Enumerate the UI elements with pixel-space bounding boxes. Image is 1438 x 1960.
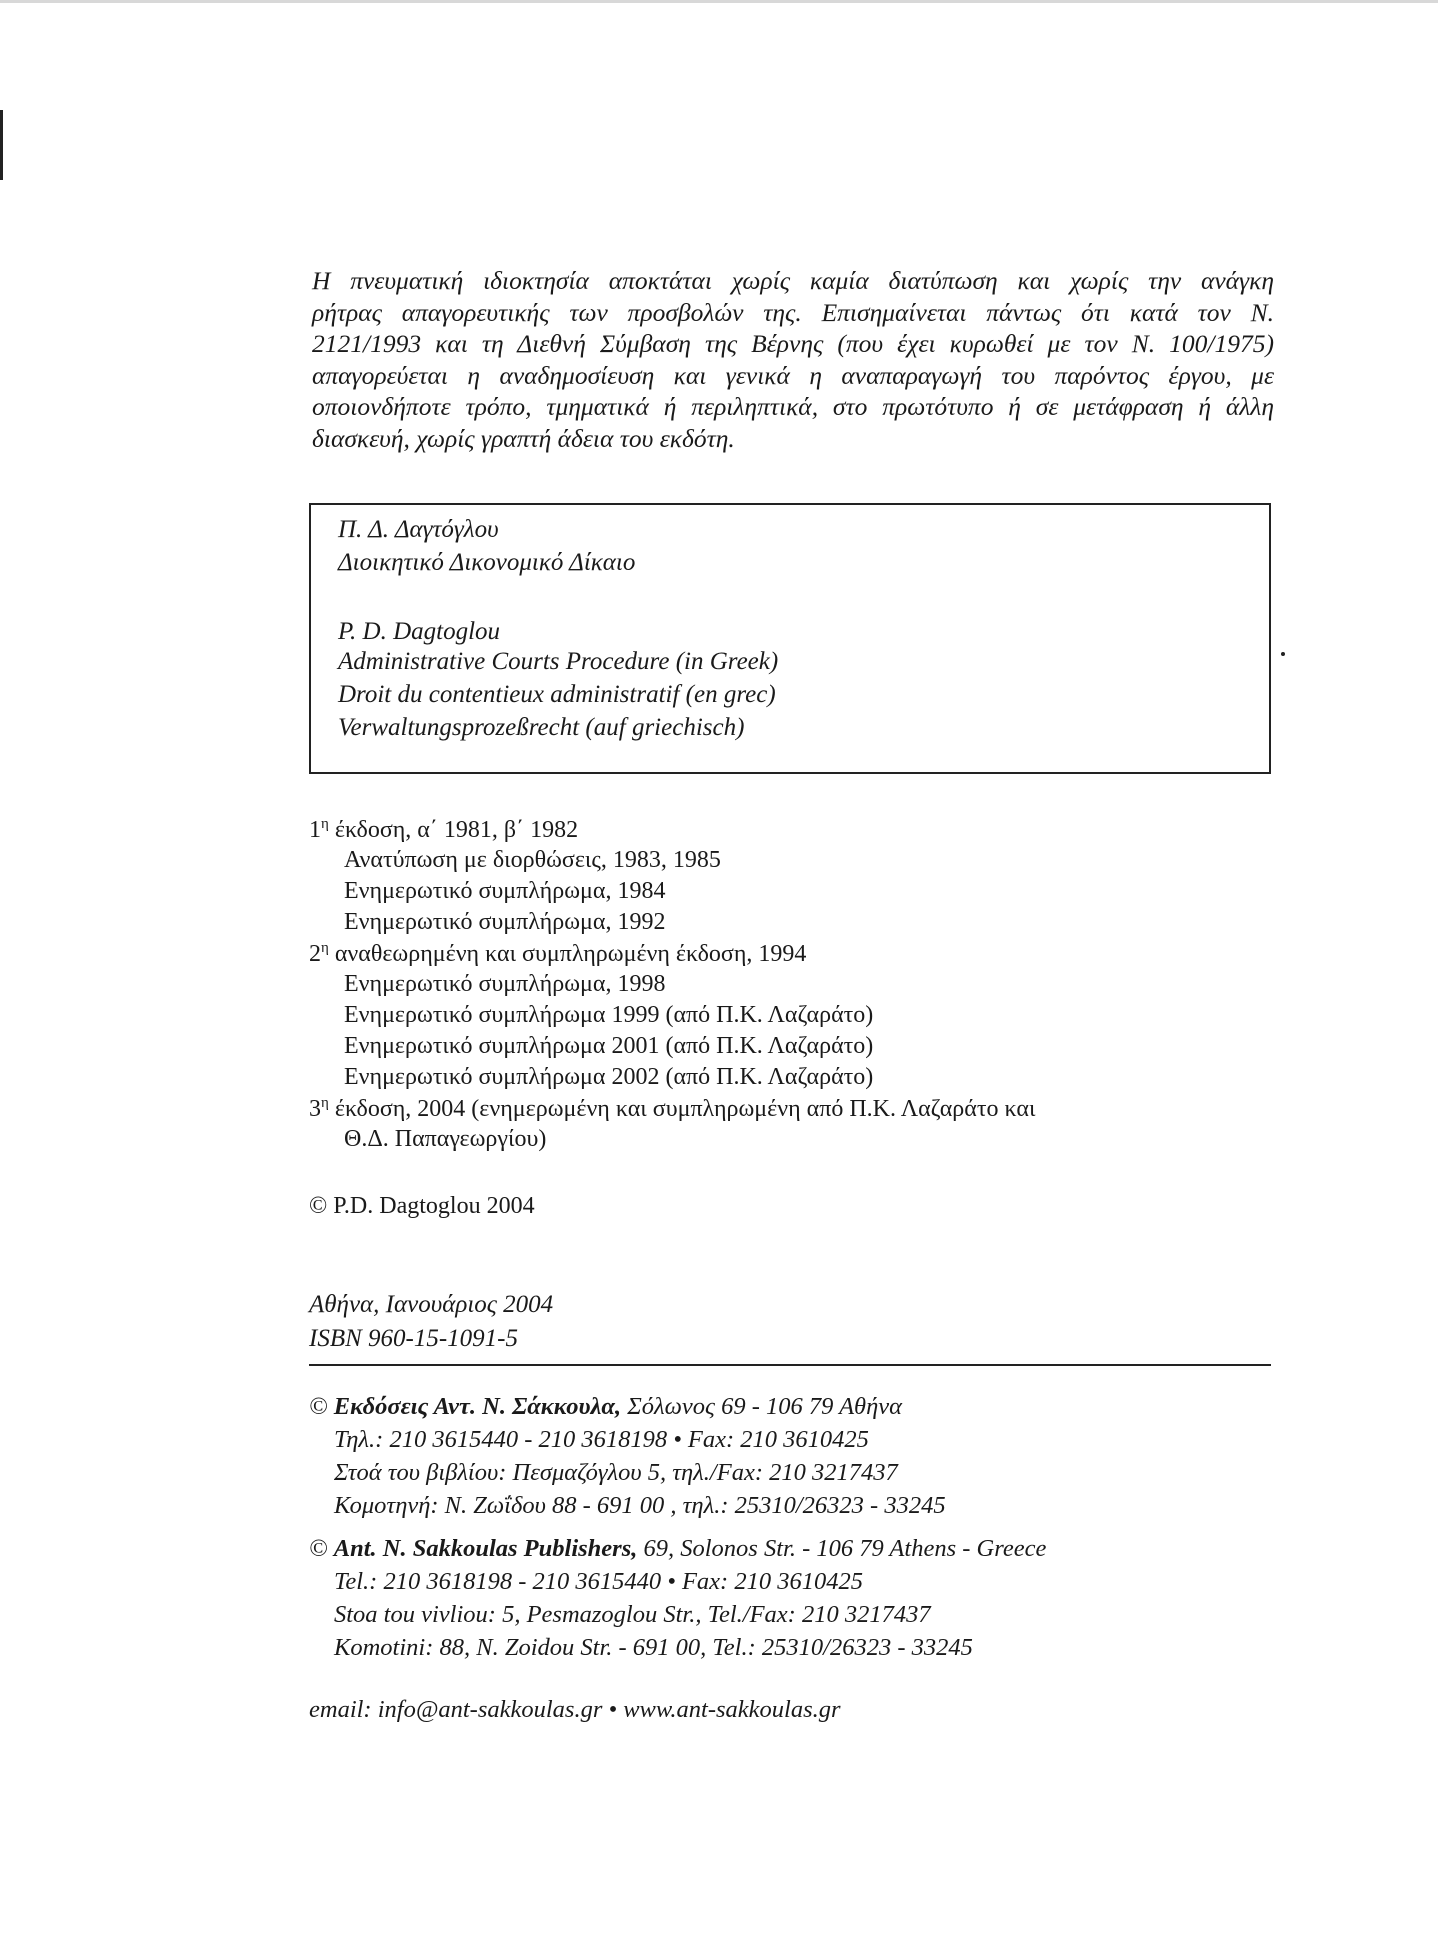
publisher-stoa: Stoa tou vivliou: 5, Pesmazoglou Str., Tel./Fax: 210 3217437 [334, 1601, 931, 1628]
author-english: P. D. Dagtoglou [338, 618, 501, 645]
edition-line: Ενημερωτικό συμπλήρωμα, 1998 [344, 971, 666, 997]
author-greek: Π. Δ. Δαγτόγλου [338, 516, 499, 543]
title-french: Droit du contentieux administratif (en grec) [338, 681, 776, 708]
edition-line: $3^\eta$ έκδοση, 2004 (ενημερωμένη και συμπληρωμένη από Π.Κ. Λαζαράτο και [309, 1095, 1036, 1122]
edition-line: Ενημερωτικό συμπλήρωμα 2001 (από Π.Κ. Λαζαράτο) [344, 1033, 874, 1059]
notice-line: 2121/1993 και τη Διεθνή Σύμβαση της Βέρνης (που έχει κυρωθεί με τον Ν. 100/1975) [312, 329, 1274, 358]
publisher-phone: Τηλ.: 210 3615440 - 210 3618198 • Fax: 210 3610425 [334, 1426, 869, 1453]
edition-line: $2^\eta$ αναθεωρημένη και συμπληρωμένη έκδοση, 1994 [309, 940, 807, 967]
divider-rule [309, 1364, 1271, 1366]
notice-line: απαγορεύεται η αναδημοσίευση και γενικά η αναπαραγωγή του παρόντος έργου, με [312, 360, 1274, 390]
edition-line: Ενημερωτικό συμπλήρωμα, 1984 [344, 878, 666, 904]
title-german: Verwaltungsprozeßrecht (auf griechisch) [338, 714, 745, 741]
isbn: ISBN 960-15-1091-5 [309, 1325, 518, 1352]
author-copyright: © P.D. Dagtoglou 2004 [309, 1193, 535, 1219]
publisher-stoa: Στοά του βιβλίου: Πεσμαζόγλου 5, τηλ./Fax: 210 3217437 [334, 1459, 898, 1486]
notice-line: οποιονδήποτε τρόπο, τμηματικά ή περιληπτικά, στο πρωτότυπο ή σε μετάφραση ή άλλη [312, 392, 1274, 421]
notice-line: διασκευή, χωρίς γραπτή άδεια του εκδότη. [312, 423, 735, 453]
page-top-edge [0, 0, 1438, 3]
title-english: Administrative Courts Procedure (in Greek) [338, 648, 779, 675]
edition-line: Ενημερωτικό συμπλήρωμα 1999 (από Π.Κ. Λαζαράτο) [344, 1002, 874, 1028]
stray-dot [1281, 652, 1285, 656]
publisher-name: Εκδόσεις Αντ. Ν. Σάκκουλα, [333, 1393, 622, 1420]
notice-line: ρήτρας απαγορευτικής των προσβολών της. Επισημαίνεται πάντως ότι κατά τον Ν. [312, 297, 1274, 327]
edition-line: Ενημερωτικό συμπλήρωμα 2002 (από Π.Κ. Λαζαράτο) [344, 1064, 874, 1090]
publisher-komotini: Komotini: 88, N. Zoidou Str. - 691 00, Tel.: 25310/26323 - 33245 [334, 1634, 973, 1661]
publisher-komotini: Κομοτηνή: Ν. Ζωΐδου 88 - 691 00 , τηλ.: 25310/26323 - 33245 [334, 1492, 946, 1519]
page-binding-mark [0, 110, 3, 180]
publisher-name: Ant. N. Sakkoulas Publishers, [333, 1535, 638, 1562]
notice-line: Η πνευματική ιδιοκτησία αποκτάται χωρίς καμία διατύπωση και χωρίς την ανάγκη [312, 266, 1274, 295]
publisher-name-line: © Ant. N. Sakkoulas Publishers, 69, Solonos Str. - 106 79 Athens - Greece [309, 1535, 1047, 1562]
copyright-notice [312, 265, 1274, 454]
edition-line: Ενημερωτικό συμπλήρωμα, 1992 [344, 909, 666, 935]
publisher-name-line: © Εκδόσεις Αντ. Ν. Σάκκουλα, Σόλωνος 69 - 106 79 Αθήνα [309, 1393, 902, 1420]
edition-line: Ανατύπωση με διορθώσεις, 1983, 1985 [344, 847, 721, 873]
edition-line: Θ.Δ. Παπαγεωργίου) [344, 1126, 547, 1152]
publisher-phone: Tel.: 210 3618198 - 210 3615440 • Fax: 210 3610425 [334, 1568, 863, 1595]
title-greek: Διοικητικό Δικονομικό Δίκαιο [338, 549, 636, 576]
place-date: Αθήνα, Ιανουάριος 2004 [309, 1291, 554, 1318]
title-box [309, 503, 1271, 774]
edition-line: $1^\eta$ έκδοση, α΄ 1981, β΄ 1982 [309, 816, 579, 843]
contact-line: email: info@ant-sakkoulas.gr • www.ant-sakkoulas.gr [309, 1696, 841, 1723]
